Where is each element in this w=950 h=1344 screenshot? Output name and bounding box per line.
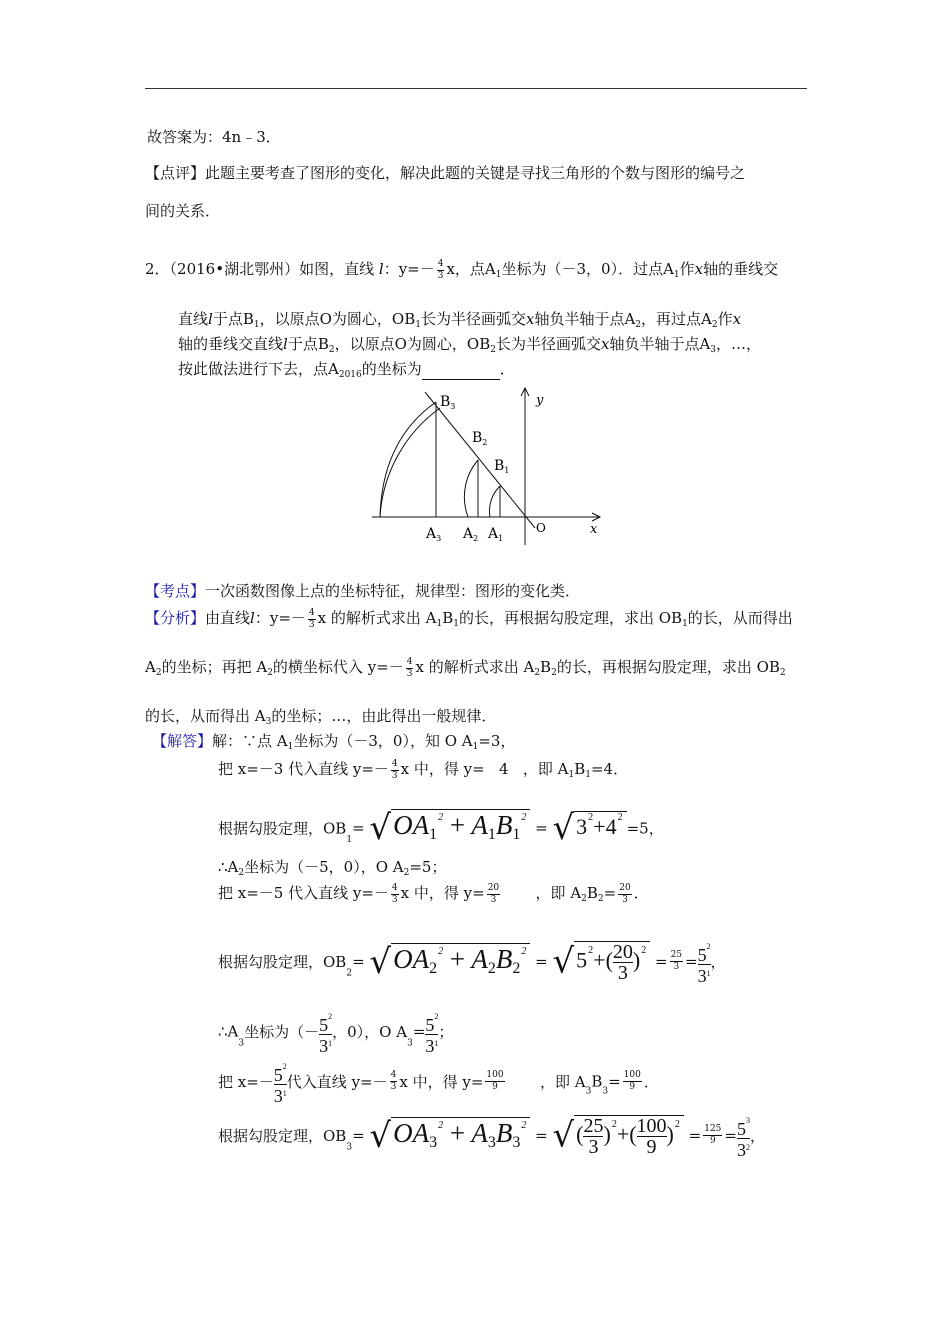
jieda-a2: $\therefore A_2$坐标为（－5，0），O $A_2=5$； bbox=[218, 858, 447, 878]
problem-line-3: 轴的垂线交直线l于点$B_2$，以原点O为圆心，$OB_2$长为半径画弧交x轴负半轴于点$A_3$，…， bbox=[178, 335, 762, 355]
jieda-line-2: 把 x=－3 代入直线 y=－ $\frac{4}{3}$ x 中，得 y= 4 ，即 $A_1B_1=4$． bbox=[218, 758, 629, 781]
sqrt-ob1: $√OA_1^2 + A_1B_1^2$ bbox=[369, 808, 530, 848]
label-a3: $A_3$ bbox=[426, 526, 442, 543]
sqrt-5-20-3: $√5^2+$( $\frac{20}{3}$ )$^2$ bbox=[552, 941, 650, 983]
comment-line-2: 间的关系． bbox=[145, 202, 221, 220]
jieda-line-1: 【解答】解：∵点 $A_1$坐标为（－3，0），知 O $A_1=3$， bbox=[152, 732, 516, 752]
jieda-a3: $\therefore A_3$坐标为（－ $\frac{5^2}{3^1}$ ，0），O $A_3=$ $\frac{5^2}{3^1}$ ； bbox=[218, 1008, 453, 1055]
line-l bbox=[425, 392, 535, 528]
answer-blank bbox=[422, 365, 500, 380]
kaodian-line: 【考点】一次函数图像上点的坐标特征，规律型：图形的变化类． bbox=[145, 582, 581, 600]
arc-ob1 bbox=[489, 486, 500, 517]
fenxi-line-1: 【分析】由直线l：y=－ $\frac{4}{3}$ x 的解析式求出 $A_1B_1$的长，再根据勾股定理，求出 $OB_1$的长，从而得出 bbox=[145, 607, 793, 630]
jieda-line-4: 把 x=－ $\frac{5^2}{3^1}$ 代入直线 y=－ $\frac{4}{3}$ x 中，得 y= $\frac{100}{9}$ ，即 $A_3B_3=$ $\frac{100}{9}$ ． bbox=[218, 1058, 659, 1105]
jieda-ob1: 根据勾股定理，$OB_1= √OA_1^2 + A_1B_1^2 = √3^2+4^2=5$， bbox=[218, 808, 664, 848]
header-rule bbox=[145, 88, 807, 89]
comment-tag: 【点评】 bbox=[145, 164, 206, 182]
label-a2: $A_2$ bbox=[463, 526, 479, 543]
label-o: O bbox=[536, 521, 546, 535]
problem-line-4: 按此做法进行下去，点$A_{2016}$的坐标为 ． bbox=[178, 360, 515, 380]
jieda-ob3: 根据勾股定理，$OB_3= √OA_3^2 + A_3B_3^2$ = √( $\frac{25}{3}$ )$^2$+( $\frac{100}{9}$ )$^2$ = $\frac{125}{9}$ = $\frac{5^3}{3^2}$ ， bbox=[218, 1112, 765, 1159]
comment-line-1: 【点评】此题主要考查了图形的变化，解决此题的关键是寻找三角形的个数与图形的编号之 bbox=[145, 164, 746, 182]
problem-line-1: 2．（2016•湖北鄂州）如图，直线 l：y=－ $\frac{4}{3}$ x，点$A_1$坐标为（－3，0）．过点$A_1$作x轴的垂线交 bbox=[145, 258, 779, 281]
arc-ob2 bbox=[464, 460, 478, 517]
fraction: $\frac{4}{3}$ bbox=[437, 258, 444, 281]
fenxi-line-3: 的长，从而得出 $A_3$的坐标；…，由此得出一般规律． bbox=[145, 707, 497, 727]
sqrt-25-100: √( $\frac{25}{3}$ )$^2$+( $\frac{100}{9}$ )$^2$ bbox=[552, 1115, 683, 1157]
problem-line-2: 直线l于点$B_1$，以原点O为圆心，$OB_1$长为半径画弧交x轴负半轴于点$A_2$，再过点$A_2$作x bbox=[178, 310, 742, 330]
fenxi-line-2: $A_2$的坐标；再把 $A_2$的横坐标代入 y=－ $\frac{4}{3}$ x 的解析式求出 $A_2B_2$的长，再根据勾股定理，求出 $OB_2$ bbox=[145, 656, 786, 679]
figure-diagram bbox=[360, 380, 610, 550]
sqrt-ob2: $√OA_2^2 + A_2B_2^2$ bbox=[369, 942, 530, 982]
answer-line: 故答案为：4n﹣3． bbox=[147, 128, 281, 146]
sqrt-ob3: $√OA_3^2 + A_3B_3^2$ bbox=[369, 1116, 530, 1156]
label-b1: $B_1$ bbox=[494, 458, 510, 475]
jieda-line-3: 把 x=－5 代入直线 y=－ $\frac{4}{3}$ x 中，得 y= $\frac{20}{3}$ ，即 $A_2B_2=$ $\frac{20}{3}$ ． bbox=[218, 882, 649, 905]
label-a1: $A_1$ bbox=[488, 526, 504, 543]
label-y: y bbox=[536, 393, 544, 408]
sqrt-3-4: $√3^2+4^2$ bbox=[552, 808, 626, 848]
arc-ob3-join bbox=[380, 402, 436, 517]
jieda-ob2: 根据勾股定理，$OB_2= √OA_2^2 + A_2B_2^2 = √5^2+$( $\frac{20}{3}$ )$^2$ = $\frac{25}{3}$ = $\frac{5^2}{3^1}$ ， bbox=[218, 938, 726, 985]
arc-ob3 bbox=[380, 408, 440, 517]
label-b2: $B_2$ bbox=[472, 430, 488, 447]
label-b3: $B_3$ bbox=[440, 394, 456, 411]
label-x: x bbox=[590, 522, 598, 537]
